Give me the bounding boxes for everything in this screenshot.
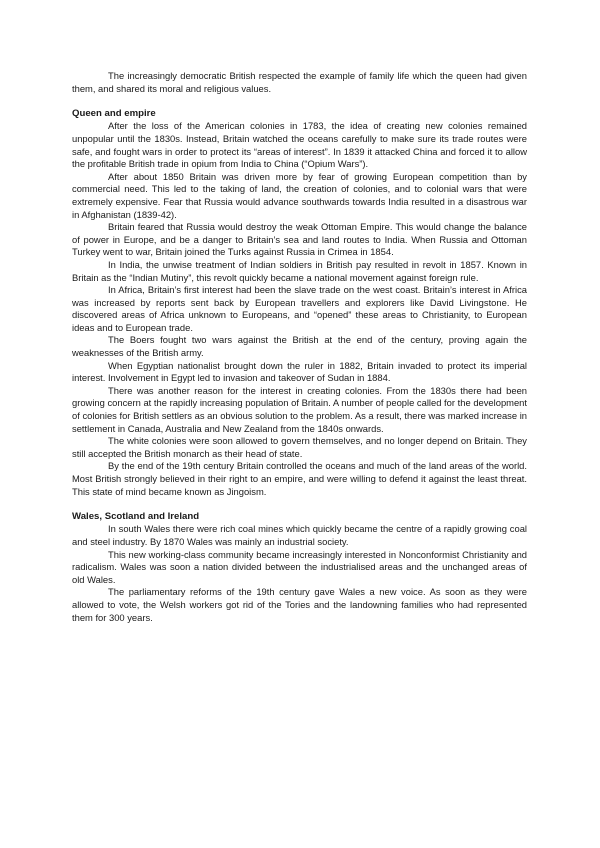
paragraph: When Egyptian nationalist brought down the ruler in 1882, Britain invaded to protect its imperial interest. Involvement in Egypt led to invasion and takeover of Sudan in 1884. [72, 359, 527, 384]
paragraph: The parliamentary reforms of the 19th century gave Wales a new voice. As soon as they were allowed to vote, the Welsh workers got rid of the Tories and the landowning families who had represented them for 300 years. [72, 586, 527, 623]
document-page [72, 70, 527, 624]
paragraph: In Africa, Britain’s first interest had been the slave trade on the west coast. Britain’s interest in Africa was increased by reports sent back by European travellers and explorers like David Livingstone. He discovered areas of Africa unknown to Europeans, and “opened” these areas to Christianity, to European ideas and to European trade. [72, 284, 527, 333]
paragraph: The Boers fought two wars against the British at the end of the century, proving again the weaknesses of the British army. [72, 334, 527, 359]
paragraph: There was another reason for the interest in creating colonies. From the 1830s there had been growing concern at the rapidly increasing population of Britain. A number of people called for the development of colonies for British settlers as an obvious solution to the problem. As a result, there was marked increase in settlement in Canada, Australia and New Zealand from the 1840s onwards. [72, 384, 527, 434]
paragraph: In south Wales there were rich coal mines which quickly became the centre of a rapidly growing coal and steel industry. By 1870 Wales was mainly an industrial society. [72, 523, 527, 547]
paragraph: After the loss of the American colonies in 1783, the idea of creating new colonies remained unpopular until the 1830s. Instead, Britain watched the oceans carefully to make sure its trade routes were safe, and fought wars in order to protect its “areas of interest”. In 1839 it attacked China and forced it to allow the profitable British trade in opium from India to China (“Opium Wars”). [72, 120, 527, 170]
paragraph: In India, the unwise treatment of Indian soldiers in British pay resulted in revolt in 1857. Known in Britain as the “Indian Mutiny”, this revolt quickly became a national movement against foreign rule. [72, 258, 527, 283]
intro-paragraph: The increasingly democratic British respected the example of family life which the queen had given them, and shared its moral and religious values. [72, 70, 527, 94]
paragraph: The white colonies were soon allowed to govern themselves, and no longer depend on Britain. They still accepted the British monarch as their head of state. [72, 435, 527, 459]
spacer [72, 498, 527, 511]
section-heading-wales-scotland-ireland: Wales, Scotland and Ireland [72, 510, 200, 522]
section-heading-queen-and-empire: Queen and empire [72, 107, 156, 119]
paragraph: This new working-class community became increasingly interested in Nonconformist Christianity and radicalism. Wales was soon a nation divided between the industrialised areas and the unchanged areas of old Wales. [72, 548, 527, 585]
spacer [72, 95, 527, 108]
paragraph: By the end of the 19th century Britain controlled the oceans and much of the land areas of the world. Most British strongly believed in their right to an empire, and were willing to defend it against the least threat. This state of mind became known as Jingoism. [72, 460, 527, 497]
paragraph: After about 1850 Britain was driven more by fear of growing European competition than by commercial need. This led to the taking of land, the creation of colonies, and to colonial wars that were extremely expensive. Fear that Russia would advance southwards towards India resulted in a disastrous war in Afghanistan (1839-42). [72, 170, 527, 220]
paragraph: Britain feared that Russia would destroy the weak Ottoman Empire. This would change the balance of power in Europe, and be a danger to Britain’s sea and land routes to India. When Russia and Ottoman Turkey went to war, Britain joined the Turks against Russia in Crimea in 1854. [72, 221, 527, 258]
